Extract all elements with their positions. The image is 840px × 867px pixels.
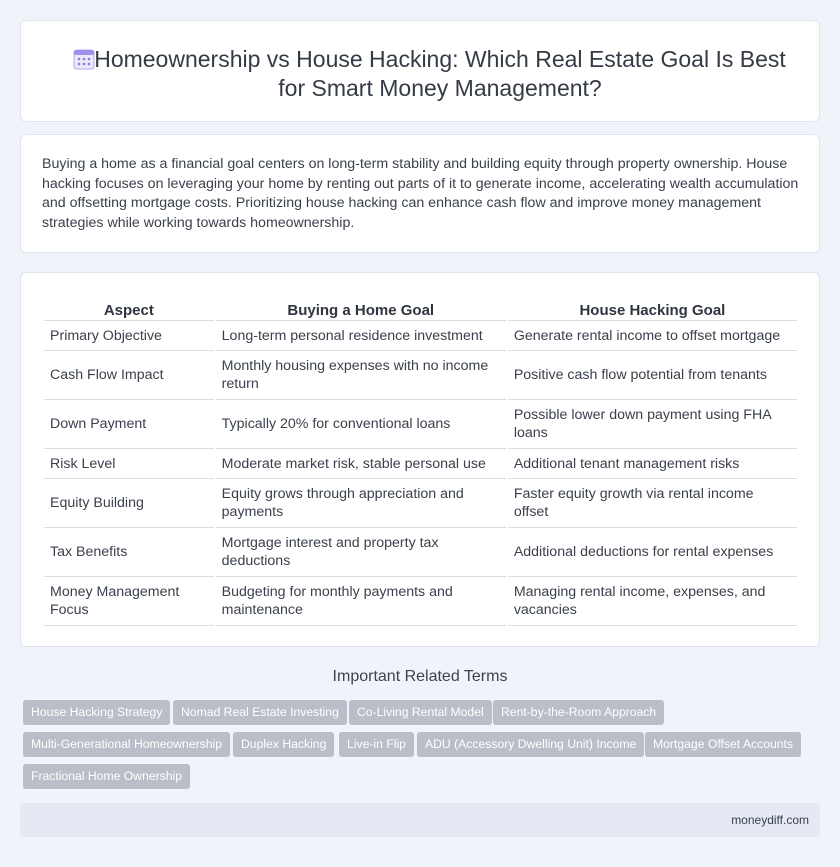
table-cell: Down Payment (44, 400, 214, 449)
table-row (44, 577, 797, 626)
related-term-tag[interactable]: Nomad Real Estate Investing (173, 700, 347, 725)
table-cell: Additional deductions for rental expenses (508, 528, 797, 577)
table-cell: Equity grows through appreciation and payments (216, 479, 506, 528)
footer-site-name[interactable]: moneydiff.com (731, 813, 809, 827)
table-cell: Mortgage interest and property tax deductions (216, 528, 506, 577)
related-term-tag[interactable]: Multi-Generational Homeownership (23, 732, 230, 757)
table-cell: Equity Building (44, 479, 214, 528)
table-cell: Cash Flow Impact (44, 351, 214, 400)
comparison-table-card (20, 272, 820, 647)
column-header-buying-home: Buying a Home Goal (216, 297, 506, 321)
related-term-tag[interactable]: Duplex Hacking (233, 732, 334, 757)
related-term-tag[interactable]: Fractional Home Ownership (23, 764, 190, 789)
column-header-aspect: Aspect (44, 297, 214, 321)
related-terms-title: Important Related Terms (332, 668, 508, 685)
table-header-row (44, 297, 797, 321)
related-term-tag[interactable]: Rent-by-the-Room Approach (493, 700, 664, 725)
table-row (44, 321, 797, 351)
table-cell: Tax Benefits (44, 528, 214, 577)
table-cell: Budgeting for monthly payments and maintenance (216, 577, 506, 626)
intro-paragraph: Buying a home as a financial goal centers on long-term stability and building equity through property ownership. House hacking focuses on leveraging your home by renting out parts of it to generate income, accelerating wealth accumulation and offsetting mortgage costs. Prioritizing house hacking can enhance cash flow and improve money management strategies while working towards homeownership. (42, 156, 799, 231)
related-term-tag[interactable]: House Hacking Strategy (23, 700, 170, 725)
table-cell: Faster equity growth via rental income offset (508, 479, 797, 528)
related-term-tag[interactable]: Co-Living Rental Model (349, 700, 492, 725)
table-cell: Moderate market risk, stable personal use (216, 449, 506, 479)
table-cell: Monthly housing expenses with no income return (216, 351, 506, 400)
table-cell: Additional tenant management risks (508, 449, 797, 479)
table-row (44, 351, 797, 400)
table-row (44, 528, 797, 577)
table-cell: Risk Level (44, 449, 214, 479)
related-term-tag[interactable]: ADU (Accessory Dwelling Unit) Income (417, 732, 644, 757)
title-card (20, 20, 820, 122)
table-cell: Money Management Focus (44, 577, 214, 626)
table-cell: Positive cash flow potential from tenants (508, 351, 797, 400)
page-title: Homeownership vs House Hacking: Which Real Estate Goal Is Best for Smart Money Management? (94, 46, 786, 101)
table-row (44, 449, 797, 479)
table-cell: Primary Objective (44, 321, 214, 351)
footer (20, 803, 820, 837)
table-cell: Managing rental income, expenses, and vacancies (508, 577, 797, 626)
table-cell: Typically 20% for conventional loans (216, 400, 506, 449)
comparison-table (42, 297, 799, 626)
table-row (44, 400, 797, 449)
related-term-tag[interactable]: Mortgage Offset Accounts (645, 732, 801, 757)
table-row (44, 479, 797, 528)
table-cell: Long-term personal residence investment (216, 321, 506, 351)
column-header-house-hacking: House Hacking Goal (508, 297, 797, 321)
related-term-tag[interactable]: Live-in Flip (339, 732, 414, 757)
table-cell: Generate rental income to offset mortgage (508, 321, 797, 351)
intro-card (20, 134, 820, 253)
table-cell: Possible lower down payment using FHA loans (508, 400, 797, 449)
